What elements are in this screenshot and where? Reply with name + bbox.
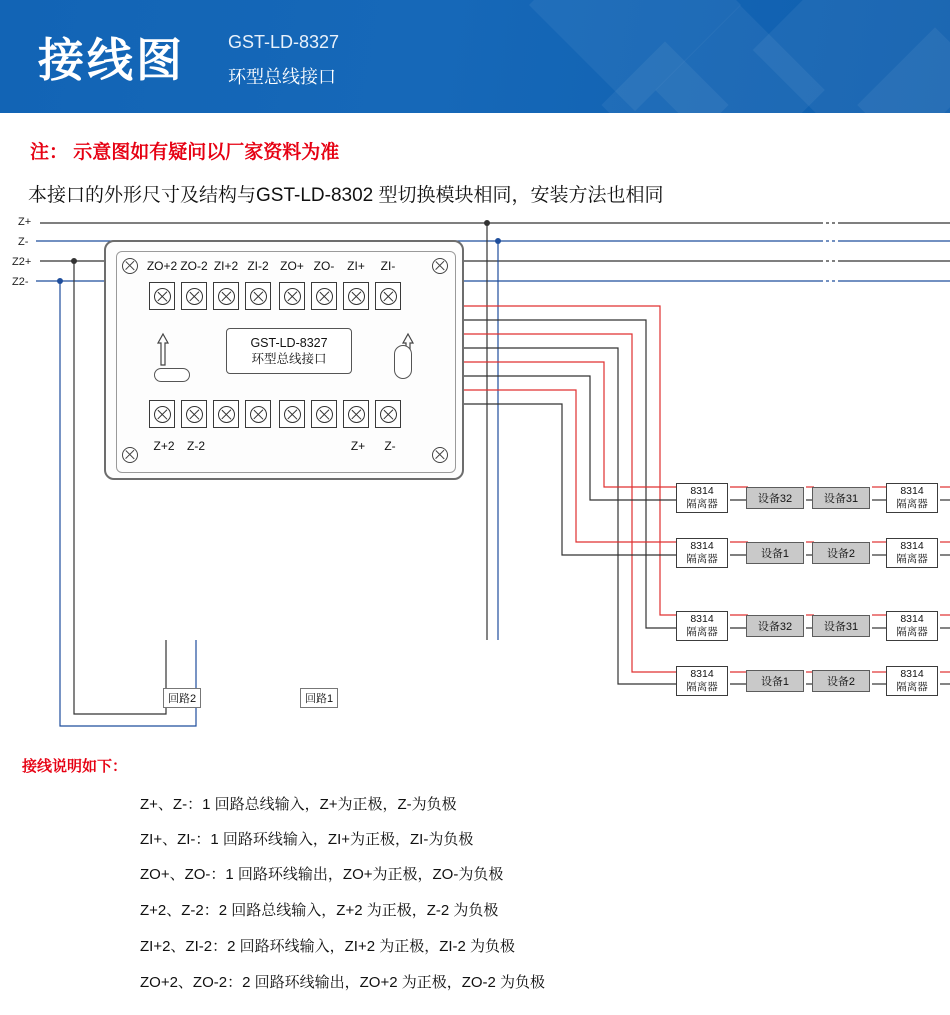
isolator-model: 8314 xyxy=(900,668,924,680)
isolator-model: 8314 xyxy=(690,613,714,625)
screw-icon xyxy=(250,406,267,423)
terminal-label-zi2p: ZI+2 xyxy=(213,259,239,273)
screw-icon xyxy=(380,288,397,305)
terminal-block[interactable] xyxy=(245,400,271,428)
legend-item: ZI+2、ZI-2：2 回路环线输入，ZI+2 为正极，ZI-2 为负极 xyxy=(140,938,516,955)
screw-icon xyxy=(284,406,301,423)
terminal-block[interactable] xyxy=(213,400,239,428)
terminal-label-zp: Z+ xyxy=(350,439,366,453)
product-model: GST-LD-8327 xyxy=(228,32,340,52)
screw-icon xyxy=(122,258,138,274)
terminal-label-zin: ZI- xyxy=(380,259,396,273)
terminal-label-zop: ZO+ xyxy=(280,259,304,273)
isolator-label: 隔离器 xyxy=(896,626,928,638)
terminal-label-zn: Z- xyxy=(384,439,396,453)
arrow-up-icon xyxy=(156,332,170,366)
description-note: 本接口的外形尺寸及结构与GST-LD-8302 型切换模块相同，安装方法也相同 xyxy=(28,185,664,206)
terminal-label-zon: ZO- xyxy=(313,259,335,273)
screw-icon xyxy=(432,258,448,274)
module-nameplate xyxy=(226,328,352,374)
device-box: 设备1 xyxy=(746,542,804,564)
isolator-right xyxy=(886,483,938,513)
terminal-block[interactable] xyxy=(181,282,207,310)
screw-icon xyxy=(154,288,171,305)
legend-item: ZO+、ZO-：1 回路环线输出，ZO+为正极，ZO-为负极 xyxy=(140,866,504,883)
legend-item: Z+2、Z-2：2 回路总线输入，Z+2 为正极，Z-2 为负极 xyxy=(140,902,499,919)
device-box: 设备2 xyxy=(812,670,870,692)
screw-icon xyxy=(218,288,235,305)
screw-icon xyxy=(316,288,333,305)
terminal-block[interactable] xyxy=(181,400,207,428)
isolator-label: 隔离器 xyxy=(896,553,928,565)
isolator-model: 8314 xyxy=(690,540,714,552)
legend-item: ZI+、ZI-：1 回路环线输入，ZI+为正极，ZI-为负极 xyxy=(140,831,474,848)
isolator-label: 隔离器 xyxy=(686,498,718,510)
page-header xyxy=(0,0,950,113)
module-body xyxy=(104,240,464,480)
terminal-label-zi2n: ZI-2 xyxy=(247,259,269,273)
bus-label-z-minus: Z- xyxy=(18,236,29,248)
bus-label-z-plus: Z+ xyxy=(18,216,32,228)
screw-icon xyxy=(284,288,301,305)
nameplate-model: GST-LD-8327 xyxy=(250,336,328,350)
bus-label-z2-plus: Z2+ xyxy=(12,256,32,268)
device-box: 设备32 xyxy=(746,615,804,637)
device-box: 设备31 xyxy=(812,487,870,509)
terminal-block[interactable] xyxy=(149,400,175,428)
screw-icon xyxy=(154,406,171,423)
isolator-left xyxy=(676,666,728,696)
isolator-model: 8314 xyxy=(900,485,924,497)
page-title: 接线图 xyxy=(38,33,185,87)
terminal-block[interactable] xyxy=(311,400,337,428)
isolator-left xyxy=(676,611,728,641)
isolator-model: 8314 xyxy=(900,613,924,625)
terminal-label-zo2n: ZO-2 xyxy=(180,259,208,273)
led-indicator xyxy=(394,345,412,379)
device-box: 设备1 xyxy=(746,670,804,692)
terminal-block[interactable] xyxy=(343,400,369,428)
screw-icon xyxy=(218,406,235,423)
screw-icon xyxy=(316,406,333,423)
isolator-left xyxy=(676,483,728,513)
isolator-label: 隔离器 xyxy=(896,681,928,693)
loop-tag-1: 回路1 xyxy=(300,688,338,708)
screw-icon xyxy=(186,288,203,305)
isolator-label: 隔离器 xyxy=(686,626,718,638)
isolator-right xyxy=(886,666,938,696)
terminal-block[interactable] xyxy=(279,400,305,428)
terminal-block[interactable] xyxy=(213,282,239,310)
screw-icon xyxy=(186,406,203,423)
isolator-model: 8314 xyxy=(900,540,924,552)
terminal-block[interactable] xyxy=(245,282,271,310)
terminal-block[interactable] xyxy=(279,282,305,310)
isolator-label: 隔离器 xyxy=(686,553,718,565)
screw-icon xyxy=(348,288,365,305)
slot-indicator xyxy=(154,368,190,382)
screw-icon xyxy=(380,406,397,423)
terminal-block[interactable] xyxy=(343,282,369,310)
terminal-label-z2p: Z+2 xyxy=(153,439,175,453)
screw-icon xyxy=(432,447,448,463)
isolator-right xyxy=(886,611,938,641)
isolator-label: 隔离器 xyxy=(686,681,718,693)
terminal-block[interactable] xyxy=(375,400,401,428)
isolator-right xyxy=(886,538,938,568)
terminal-label-zo2p: ZO+2 xyxy=(146,259,178,273)
nameplate-subtitle: 环型总线接口 xyxy=(251,352,327,366)
screw-icon xyxy=(250,288,267,305)
screw-icon xyxy=(348,406,365,423)
terminal-block[interactable] xyxy=(149,282,175,310)
warning-note: 注： 示意图如有疑问以厂家资料为准 xyxy=(30,142,340,163)
isolator-model: 8314 xyxy=(690,485,714,497)
legend-title: 接线说明如下： xyxy=(22,758,128,775)
terminal-label-zip: ZI+ xyxy=(347,259,365,273)
isolator-left xyxy=(676,538,728,568)
terminal-block[interactable] xyxy=(311,282,337,310)
legend-item: Z+、Z-：1 回路总线输入，Z+为正极，Z-为负极 xyxy=(140,796,457,813)
device-box: 设备32 xyxy=(746,487,804,509)
screw-icon xyxy=(122,447,138,463)
device-box: 设备31 xyxy=(812,615,870,637)
isolator-model: 8314 xyxy=(690,668,714,680)
legend-item: ZO+2、ZO-2：2 回路环线输出，ZO+2 为正极，ZO-2 为负极 xyxy=(140,974,546,991)
terminal-label-z2n: Z-2 xyxy=(187,439,205,453)
terminal-block[interactable] xyxy=(375,282,401,310)
bus-label-z2-minus: Z2- xyxy=(12,276,29,288)
device-box: 设备2 xyxy=(812,542,870,564)
isolator-label: 隔离器 xyxy=(896,498,928,510)
product-subtitle: 环型总线接口 xyxy=(228,67,336,87)
loop-tag-2: 回路2 xyxy=(163,688,201,708)
